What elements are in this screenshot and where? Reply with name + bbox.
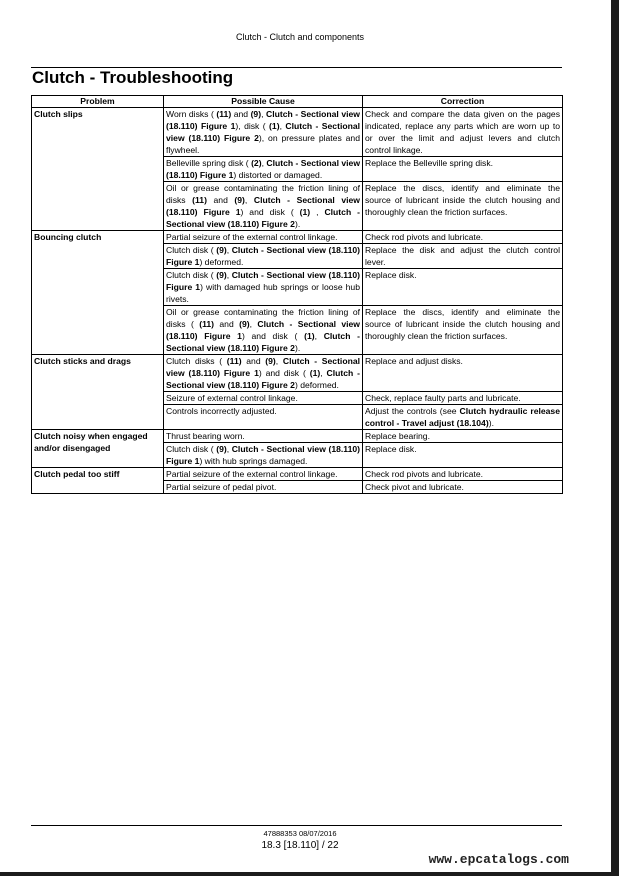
bold-reference: (1)	[269, 121, 280, 131]
cause-cell	[164, 443, 363, 468]
bold-reference: (11)	[199, 319, 215, 329]
bold-reference: Clutch - Sectional view (18.110) Figure 2	[166, 121, 361, 143]
bold-reference: (9)	[234, 195, 245, 205]
text-segment: Replace the Belleville spring disk.	[365, 158, 494, 168]
page-edge-right	[611, 0, 619, 876]
table-row	[32, 430, 563, 443]
cause-cell	[164, 430, 363, 443]
bold-reference: (1)	[304, 331, 315, 341]
table-header-row	[32, 96, 563, 108]
watermark-link[interactable]: www.epcatalogs.com	[428, 852, 569, 867]
correction-cell	[363, 443, 563, 468]
problem-cell: Clutch slips	[32, 108, 164, 231]
bold-reference: (9)	[265, 356, 276, 366]
text-segment: ,	[320, 368, 327, 378]
bold-reference: (11)	[192, 195, 207, 205]
bold-reference: Clutch - Sectional view (18.110) Figure 1	[166, 195, 360, 217]
correction-cell	[363, 355, 563, 392]
text-segment: ,	[226, 245, 232, 255]
page-edge-bottom	[0, 872, 619, 876]
correction-cell	[363, 182, 563, 231]
text-segment: Thrust bearing worn.	[166, 431, 245, 441]
text-segment: ) deformed.	[199, 257, 244, 267]
bold-reference: Clutch - Sectional view (18.110) Figure 1	[166, 270, 360, 292]
text-segment: ) and disk (	[241, 331, 305, 341]
text-segment: Belleville spring disk (	[166, 158, 252, 168]
table-row	[32, 108, 563, 157]
bold-reference: Clutch - Sectional view (18.110) Figure 2	[166, 368, 361, 390]
bold-reference: (2)	[251, 158, 262, 168]
text-segment: ,	[261, 158, 267, 168]
text-segment: Clutch disk (	[166, 444, 217, 454]
text-segment: ,	[279, 121, 286, 131]
bold-reference: Clutch - Sectional view (18.110) Figure 1	[166, 158, 360, 180]
text-segment: Replace the discs, identify and eliminate the source of lubricant inside the clutch housing and thoroughly clean the friction surfaces.	[365, 307, 560, 341]
bold-reference: Clutch - Sectional view (18.110) Figure 1	[166, 245, 360, 267]
bold-reference: (9)	[216, 245, 227, 255]
bold-reference: (9)	[216, 270, 227, 280]
bold-reference: (11)	[226, 356, 242, 366]
text-segment: Check rod pivots and lubricate.	[365, 469, 483, 479]
text-segment: ,	[310, 207, 325, 217]
bold-reference: (11)	[216, 109, 232, 119]
troubleshooting-table	[31, 95, 563, 494]
text-segment: ) with damaged hub springs or loose hub rivets.	[166, 282, 360, 304]
text-segment: and	[231, 109, 251, 119]
bold-reference: (9)	[216, 444, 227, 454]
text-segment: Check, replace faulty parts and lubricate.	[365, 393, 521, 403]
text-segment: ) with hub springs damaged.	[199, 456, 308, 466]
text-segment: Clutch disk (	[166, 245, 217, 255]
text-segment: ).	[294, 219, 301, 229]
cause-cell	[164, 108, 363, 157]
text-segment: Adjust the controls (see	[365, 406, 460, 416]
text-segment: ,	[244, 195, 254, 205]
text-segment: ).	[488, 418, 494, 428]
bold-reference: Clutch - Sectional view (18.110) Figure 1	[166, 109, 360, 131]
correction-cell	[363, 231, 563, 244]
bold-reference: Clutch - Sectional view (18.110) Figure 2	[166, 207, 360, 229]
running-header: Clutch - Clutch and components	[235, 32, 365, 42]
text-segment: Replace the disk and adjust the clutch control lever.	[365, 245, 560, 267]
text-segment: and	[241, 356, 266, 366]
text-segment: Replace disk.	[365, 270, 417, 280]
text-segment: Partial seizure of the external control linkage.	[166, 469, 338, 479]
text-segment: and	[206, 195, 235, 205]
text-segment: Partial seizure of the external control linkage.	[166, 232, 338, 242]
text-segment: ) deformed.	[294, 380, 339, 390]
text-segment: Replace the discs, identify and eliminate the source of lubricant inside the clutch housing and thoroughly clean the friction surfaces.	[365, 183, 560, 217]
problem-cell: Clutch noisy when engaged and/or disengaged	[32, 430, 164, 468]
cause-cell	[164, 392, 363, 405]
bold-reference: Clutch - Sectional view (18.110) Figure 2	[166, 331, 360, 353]
cause-cell	[164, 182, 363, 231]
problem-cell: Clutch sticks and drags	[32, 355, 164, 430]
text-segment: Replace bearing.	[365, 431, 430, 441]
text-segment: ), on pressure plates and flywheel.	[166, 133, 360, 155]
text-segment: ).	[294, 343, 301, 353]
text-segment: ) and disk (	[240, 207, 300, 217]
text-segment: Clutch disk (	[166, 270, 217, 280]
problem-cell: Clutch pedal too stiff	[32, 468, 164, 494]
text-segment: ,	[261, 109, 266, 119]
correction-cell	[363, 468, 563, 481]
correction-cell	[363, 430, 563, 443]
text-segment: ), disk (	[235, 121, 270, 131]
text-segment: Check pivot and lubricate.	[365, 482, 464, 492]
bold-reference: Clutch - Sectional view (18.110) Figure 1	[166, 356, 360, 378]
cause-cell	[164, 481, 363, 494]
correction-cell	[363, 244, 563, 269]
column-header-correction: Correction	[363, 96, 563, 108]
cause-cell	[164, 244, 363, 269]
correction-cell	[363, 392, 563, 405]
bold-reference: (9)	[250, 109, 262, 119]
bold-reference: Clutch - Sectional view (18.110) Figure 1	[166, 444, 360, 466]
column-header-cause: Possible Cause	[164, 96, 363, 108]
text-segment: Clutch disks (	[166, 356, 227, 366]
bold-reference: (1)	[309, 368, 321, 378]
table-row	[32, 468, 563, 481]
text-segment: ) distorted or damaged.	[233, 170, 323, 180]
section-title: Clutch - Troubleshooting	[32, 68, 234, 87]
cause-cell	[164, 231, 363, 244]
column-header-problem: Problem	[32, 96, 164, 108]
text-segment: ,	[226, 270, 232, 280]
text-segment: ,	[249, 319, 258, 329]
text-segment: Controls incorrectly adjusted.	[166, 406, 277, 416]
correction-cell	[363, 108, 563, 157]
correction-cell	[363, 405, 563, 430]
cause-cell	[164, 269, 363, 306]
cause-cell	[164, 355, 363, 392]
correction-cell	[363, 481, 563, 494]
table-body	[32, 108, 563, 494]
text-segment: Partial seizure of pedal pivot.	[166, 482, 277, 492]
cause-cell	[164, 405, 363, 430]
cause-cell	[164, 306, 363, 355]
text-segment: ,	[226, 444, 232, 454]
text-segment: ) and disk (	[258, 368, 310, 378]
text-segment: Oil or grease contaminating the friction lining of disks (	[166, 307, 360, 329]
text-segment: Check rod pivots and lubricate.	[365, 232, 483, 242]
correction-cell	[363, 269, 563, 306]
footer-divider	[31, 825, 562, 826]
bold-reference: Clutch hydraulic release control - Travel adjust (18.104)	[365, 406, 560, 428]
text-segment: Replace and adjust disks.	[365, 356, 463, 366]
bold-reference: Clutch - Sectional view (18.110) Figure 1	[166, 319, 360, 341]
document-code-date: 47888353 08/07/2016	[263, 829, 337, 838]
correction-cell	[363, 157, 563, 182]
bold-reference: (1)	[299, 207, 311, 217]
cause-cell	[164, 157, 363, 182]
cause-cell	[164, 468, 363, 481]
page-reference: 18.3 [18.110] / 22	[261, 840, 339, 851]
correction-cell	[363, 306, 563, 355]
table-row	[32, 355, 563, 392]
text-segment: Seizure of external control linkage.	[166, 393, 298, 403]
text-segment: ,	[314, 331, 324, 341]
bold-reference: (9)	[239, 319, 250, 329]
text-segment: Check and compare the data given on the pages indicated, replace any parts which are worn up to or over the limit and adjust levers and clutch control linkage.	[365, 109, 560, 155]
text-segment: Worn disks (	[166, 109, 217, 119]
text-segment: and	[214, 319, 240, 329]
text-segment: Replace disk.	[365, 444, 417, 454]
problem-cell: Bouncing clutch	[32, 231, 164, 355]
table-row	[32, 231, 563, 244]
text-segment: ,	[275, 356, 283, 366]
text-segment: Oil or grease contaminating the friction lining of disks	[166, 183, 360, 205]
